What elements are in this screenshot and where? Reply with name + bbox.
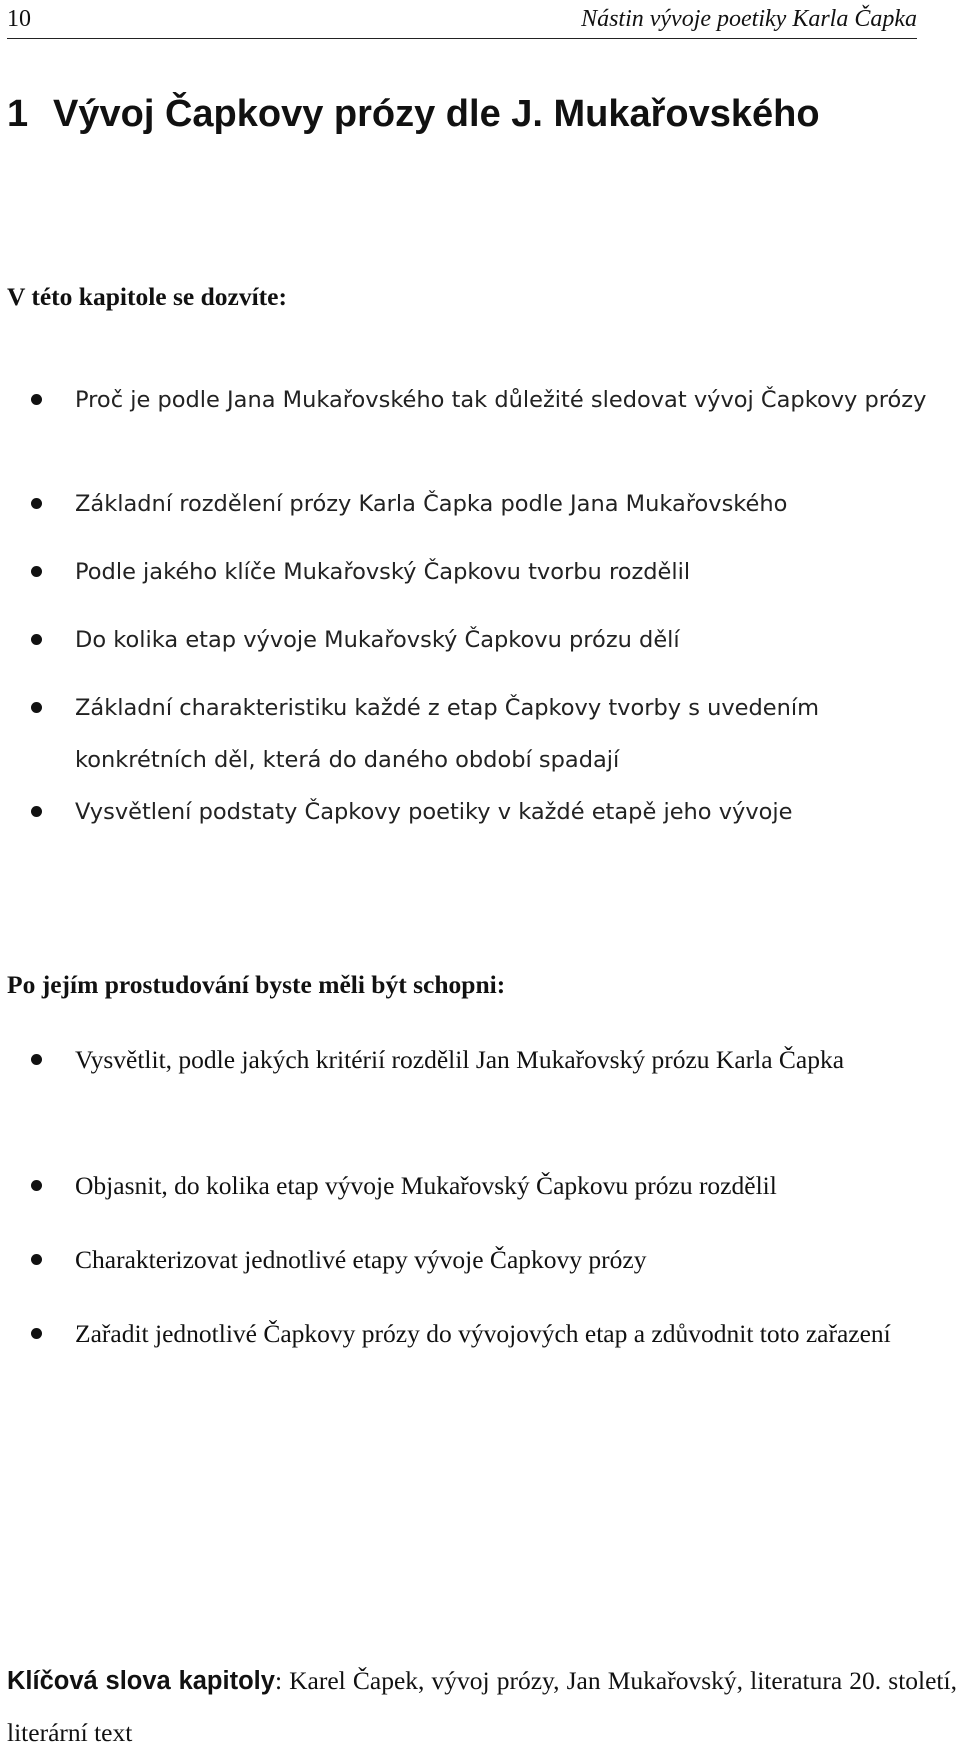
keywords-label: Klíčová slova kapitoly: [7, 1667, 275, 1695]
bullet-icon: [31, 806, 42, 817]
keywords-separator: :: [274, 1666, 290, 1695]
list-item: Proč je podle Jana Mukařovského tak důležité sledovat vývoj Čapkovy prózy: [75, 374, 957, 426]
skills-heading: Po jejím prostudování byste měli být schopni:: [7, 970, 506, 999]
bullet-icon: [31, 1328, 42, 1339]
chapter-title-text: Vývoj Čapkovy prózy dle J. Mukařovského: [53, 93, 820, 135]
page-number: 10: [7, 6, 31, 32]
bullet-icon: [31, 702, 42, 713]
list-item: Charakterizovat jednotlivé etapy vývoje Čapkovy prózy: [75, 1234, 957, 1286]
bullet-icon: [31, 1254, 42, 1265]
bullet-icon: [31, 1054, 42, 1065]
bullet-icon: [31, 498, 42, 509]
list-item: Objasnit, do kolika etap vývoje Mukařovský Čapkovu prózu rozdělil: [75, 1160, 957, 1212]
bullet-icon: [31, 566, 42, 577]
list-item: Zařadit jednotlivé Čapkovy prózy do vývojových etap a zdůvodnit toto zařazení: [75, 1308, 957, 1360]
keywords-text: Karel Čapek, vývoj prózy, Jan Mukařovský, literatura 20. století, literární text: [7, 1666, 957, 1747]
list-item: Do kolika etap vývoje Mukařovský Čapkovu prózu dělí: [75, 614, 957, 666]
list-item: Vysvětlit, podle jakých kritérií rozdělil Jan Mukařovský prózu Karla Čapka: [75, 1034, 957, 1086]
list-item: Základní charakteristiku každé z etap Čapkovy tvorby s uvedením konkrétních děl, která do daného období spadají: [75, 682, 957, 786]
bullet-icon: [31, 394, 42, 405]
running-title: Nástin vývoje poetiky Karla Čapka: [581, 6, 917, 32]
learning-goals-heading: V této kapitole se dozvíte:: [7, 282, 287, 311]
chapter-title: [7, 88, 820, 140]
list-item: Podle jakého klíče Mukařovský Čapkovu tvorbu rozdělil: [75, 546, 957, 598]
chapter-keywords: [7, 1655, 957, 1759]
list-item: Základní rozdělení prózy Karla Čapka podle Jana Mukařovského: [75, 478, 957, 530]
page-header: [7, 4, 917, 39]
bullet-icon: [31, 1180, 42, 1191]
list-item: Vysvětlení podstaty Čapkovy poetiky v každé etapě jeho vývoje: [75, 786, 957, 838]
bullet-icon: [31, 634, 42, 645]
chapter-number: 1: [7, 93, 29, 135]
